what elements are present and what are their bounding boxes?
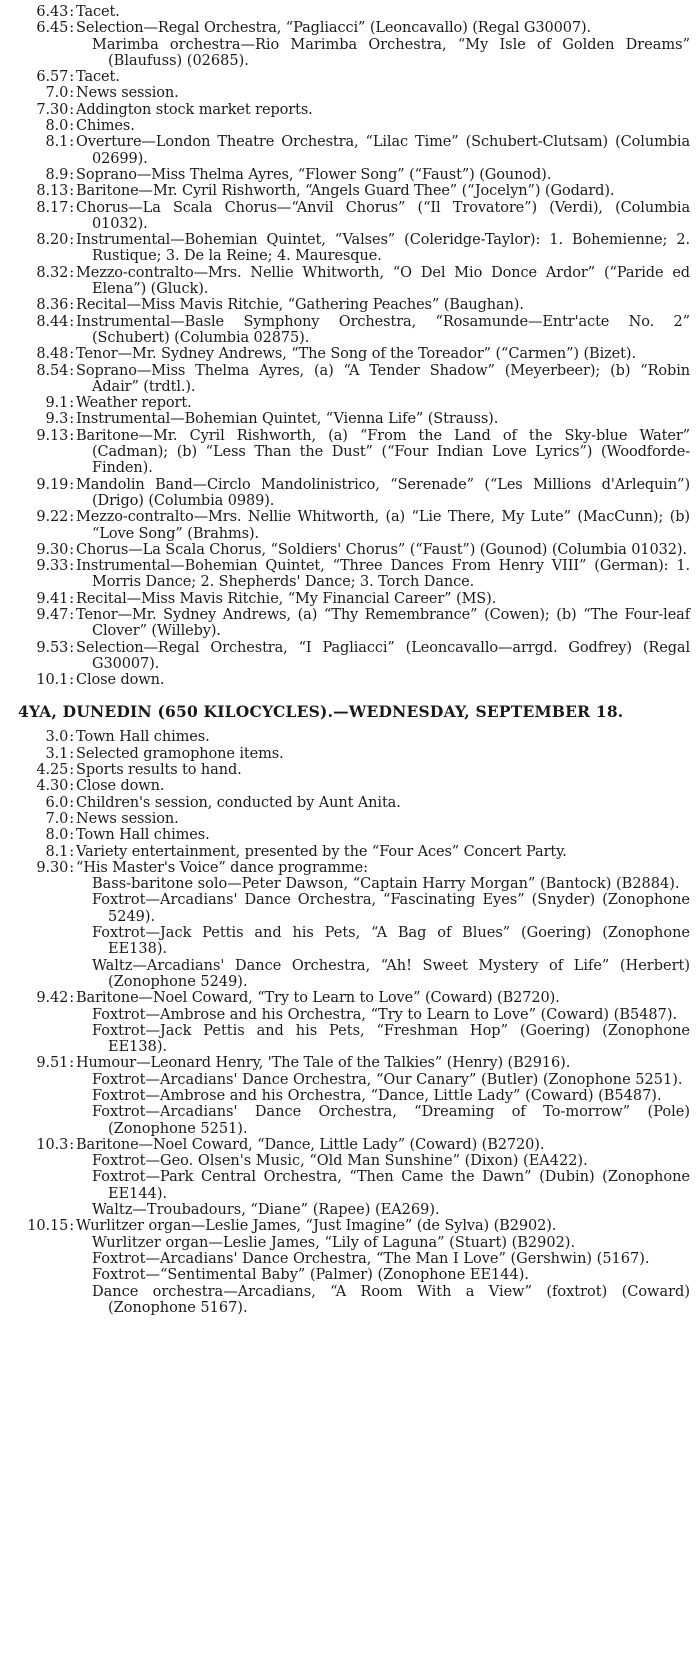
entry-time: 8.0 : xyxy=(18,827,74,843)
programme-entry xyxy=(18,477,690,510)
entry-text: Selected gramophone items. xyxy=(76,745,284,762)
entry-time: 7.0 : xyxy=(18,811,74,827)
sub-entry-text: Foxtrot—Arcadians' Dance Orchestra, “Our Canary” (Butler) (Zonophone 5251). xyxy=(92,1071,683,1088)
programme-sub-entry xyxy=(18,958,690,991)
programme-entry xyxy=(18,346,690,362)
sub-entry-text: Foxtrot—Park Central Orchestra, “Then Came the Dawn” (Dubin) (Zonophone EE144). xyxy=(92,1169,690,1202)
sub-entry-text: Foxtrot—Jack Pettis and his Pets, “A Bag of Blues” (Goering) (Zonophone EE138). xyxy=(92,925,690,958)
programme-entry xyxy=(18,297,690,313)
programme-entry xyxy=(18,746,690,762)
entry-text: Tenor—Mr. Sydney Andrews, “The Song of the Toreador” (“Carmen”) (Bizet). xyxy=(76,346,636,363)
sub-entry-text: Bass-baritone solo—Peter Dawson, “Captain Harry Morgan” (Bantock) (B2884). xyxy=(92,876,680,893)
entry-text: Instrumental—Bohemian Quintet, “Valses” (Coleridge-Taylor): 1. Bohemienne; 2. Rustique; 3. De la Reine; 4. Mauresque. xyxy=(76,232,690,265)
programme-sub-entry xyxy=(18,1235,690,1251)
programme-sub-entry xyxy=(18,1072,690,1088)
programme-entry xyxy=(18,795,690,811)
entry-time: 9.19 : xyxy=(18,477,74,493)
entry-text: Selection—Regal Orchestra, “I Pagliacci” (Leoncavallo—arrgd. Godfrey) (Regal G30007). xyxy=(76,639,690,672)
entry-text: Instrumental—Bohemian Quintet, “Three Dances From Henry VIII” (German): 1. Morris Dance; 2. Shepherds' Dance; 3. Torch Dance. xyxy=(76,558,690,591)
entry-text: Baritone—Noel Coward, “Dance, Little Lady” (Coward) (B2720). xyxy=(76,1136,545,1153)
programme-entry xyxy=(18,542,690,558)
programme-entry xyxy=(18,990,690,1006)
sub-entry-text: Dance orchestra—Arcadians, “A Room With a View” (foxtrot) (Coward) (Zonophone 5167). xyxy=(92,1283,690,1316)
entry-text: Humour—Leonard Henry, 'The Tale of the Talkies” (Henry) (B2916). xyxy=(76,1055,571,1072)
programme-entry xyxy=(18,1218,690,1234)
entry-time: 3.0 : xyxy=(18,729,74,745)
programme-entry xyxy=(18,69,690,85)
entry-time: 8.48 : xyxy=(18,346,74,362)
sub-entry-text: Foxtrot—Jack Pettis and his Pets, “Freshman Hop” (Goering) (Zonophone EE138). xyxy=(92,1022,690,1056)
programme-entry xyxy=(18,778,690,794)
entry-text: Recital—Miss Mavis Ritchie, “My Financial Career” (MS). xyxy=(76,590,497,607)
entry-text: News session. xyxy=(76,810,179,827)
sub-entry-text: Marimba orchestra—Rio Marimba Orchestra, “My Isle of Golden Dreams” (Blaufuss) (02685). xyxy=(92,36,690,69)
programme-entry xyxy=(18,232,690,265)
entry-time: 9.41 : xyxy=(18,591,74,607)
entry-time: 6.45 : xyxy=(18,20,74,36)
sub-entry-text: Foxtrot—Geo. Olsen's Music, “Old Man Sunshine” (Dixon) (EA422). xyxy=(92,1153,588,1170)
programme-entry xyxy=(18,265,690,298)
entry-text: Instrumental—Basle Symphony Orchestra, “Rosamunde—Entr'acte No. 2” (Schubert) (Columbia 02875). xyxy=(76,313,690,346)
station-heading: 4YA, DUNEDIN (650 KILOCYCLES).—WEDNESDAY, SEPTEMBER 18. xyxy=(18,702,624,722)
programme-entry xyxy=(18,411,690,427)
entry-text: Tacet. xyxy=(76,69,120,86)
programme-sub-entry xyxy=(18,1088,690,1104)
programme-sub-entry xyxy=(18,1251,690,1267)
programme-entry xyxy=(18,729,690,745)
entry-text: Chorus—La Scala Chorus—“Anvil Chorus” (“Il Trovatore”) (Verdi), (Columbia 01032). xyxy=(76,199,690,232)
entry-text: Chorus—La Scala Chorus, “Soldiers' Chorus” (“Faust”) (Gounod) (Columbia 01032). xyxy=(76,541,687,558)
sub-entry-text: Foxtrot—Ambrose and his Orchestra, “Dance, Little Lady” (Coward) (B5487). xyxy=(92,1088,662,1104)
programme-entry xyxy=(18,4,690,20)
entry-time: 6.0 : xyxy=(18,795,74,811)
programme-entry xyxy=(18,428,690,477)
entry-time: 8.1 : xyxy=(18,134,74,150)
programme-entry xyxy=(18,607,690,640)
entry-time: 8.54 : xyxy=(18,363,74,379)
entry-text: Close down. xyxy=(76,778,165,795)
entry-text: Baritone—Noel Coward, “Try to Learn to Love” (Coward) (B2720). xyxy=(76,990,560,1007)
entry-time: 10.3 : xyxy=(18,1137,74,1153)
entry-time: 9.1 : xyxy=(18,395,74,411)
entry-time: 8.0 : xyxy=(18,118,74,134)
entry-text: “His Master's Voice” dance programme: xyxy=(76,859,368,876)
entry-time: 8.32 : xyxy=(18,265,74,281)
programme-entry xyxy=(18,672,690,688)
entry-text: Chimes. xyxy=(76,118,135,135)
sub-entry-text: Waltz—Arcadians' Dance Orchestra, “Ah! Sweet Mystery of Life” (Herbert) (Zonophone 5249). xyxy=(92,957,690,990)
entry-time: 9.30 : xyxy=(18,860,74,876)
programme-sub-entry xyxy=(18,1104,690,1137)
entry-time: 10.15 : xyxy=(18,1218,74,1234)
programme-entry xyxy=(18,1137,690,1153)
entry-text: Instrumental—Bohemian Quintet, “Vienna Life” (Strauss). xyxy=(76,411,499,428)
programme-entry xyxy=(18,509,690,542)
entry-text: Sports results to hand. xyxy=(76,762,242,779)
programme-entry xyxy=(18,591,690,607)
programme-sub-entry xyxy=(18,1023,690,1056)
entry-time: 6.57 : xyxy=(18,69,74,85)
entry-text: Children's session, conducted by Aunt Anita. xyxy=(76,794,401,811)
entry-time: 9.22 : xyxy=(18,509,74,525)
programme-sub-entry xyxy=(18,876,690,892)
entry-time: 8.13 : xyxy=(18,183,74,199)
entry-time: 8.36 : xyxy=(18,297,74,313)
programme-entry xyxy=(18,118,690,134)
programme-entry xyxy=(18,762,690,778)
programme-entry xyxy=(18,102,690,118)
programme-entry xyxy=(18,314,690,347)
entry-text: Selection—Regal Orchestra, “Pagliacci” (Leoncavallo) (Regal G30007). xyxy=(76,20,592,37)
sub-entry-text: Wurlitzer organ—Leslie James, “Lily of Laguna” (Stuart) (B2902). xyxy=(92,1234,576,1251)
entry-text: Weather report. xyxy=(76,395,192,412)
entry-text: Addington stock market reports. xyxy=(76,101,313,118)
programme-entry xyxy=(18,200,690,233)
sub-entry-text: Foxtrot—Ambrose and his Orchestra, “Try to Learn to Love” (Coward) (B5487). xyxy=(92,1006,678,1023)
programme-entry xyxy=(18,183,690,199)
programme-entry xyxy=(18,558,690,591)
entry-text: News session. xyxy=(76,85,179,102)
programme-sub-entry xyxy=(18,1169,690,1202)
entry-text: Mezzo-contralto—Mrs. Nellie Whitworth, (a) “Lie There, My Lute” (MacCunn); (b) “Love Song” (Brahms). xyxy=(76,509,690,542)
programme-sub-entry xyxy=(18,925,690,958)
entry-time: 9.53 : xyxy=(18,640,74,656)
entry-time: 10.1 : xyxy=(18,672,74,688)
programme-sub-entry xyxy=(18,1202,690,1218)
entry-text: Wurlitzer organ—Leslie James, “Just Imagine” (de Sylva) (B2902). xyxy=(76,1218,557,1235)
entry-time: 9.3 : xyxy=(18,411,74,427)
entry-text: Close down. xyxy=(76,672,165,689)
programme-entry xyxy=(18,844,690,860)
entry-text: Baritone—Mr. Cyril Rishworth, (a) “From the Land of the Sky-blue Water” (Cadman); (b) “Less Than the Dust” (“Four Indian Love Lyrics”) (Woodforde-Finden). xyxy=(76,427,690,477)
entry-text: Mezzo-contralto—Mrs. Nellie Whitworth, “O Del Mio Donce Ardor” (“Paride ed Elena”) (Gluck). xyxy=(76,264,690,298)
sub-entry-text: Foxtrot—“Sentimental Baby” (Palmer) (Zonophone EE144). xyxy=(92,1267,529,1284)
entry-text: Soprano—Miss Thelma Ayres, (a) “A Tender Shadow” (Meyerbeer); (b) “Robin Adair” (trdtl.). xyxy=(76,362,690,395)
entry-time: 9.47 : xyxy=(18,607,74,623)
entry-time: 9.30 : xyxy=(18,542,74,558)
programme-entry xyxy=(18,860,690,876)
sub-entry-text: Waltz—Troubadours, “Diane” (Rapee) (EA269). xyxy=(92,1202,440,1219)
programme-entry xyxy=(18,827,690,843)
programme-entry xyxy=(18,811,690,827)
entry-time: 9.13 : xyxy=(18,428,74,444)
entry-time: 6.43 : xyxy=(18,4,74,20)
sub-entry-text: Foxtrot—Arcadians' Dance Orchestra, “Dreaming of To-morrow” (Pole) (Zonophone 5251). xyxy=(92,1104,690,1137)
newspaper-page xyxy=(0,4,690,1674)
programme-entry xyxy=(18,134,690,167)
entry-time: 7.0 : xyxy=(18,85,74,101)
entry-time: 3.1 : xyxy=(18,746,74,762)
programme-entry xyxy=(18,1055,690,1071)
programme-sub-entry xyxy=(18,1267,690,1283)
entry-time: 8.1 : xyxy=(18,844,74,860)
entry-time: 9.42 : xyxy=(18,990,74,1006)
entry-text: Variety entertainment, presented by the “Four Aces” Concert Party. xyxy=(76,843,567,860)
entry-text: Town Hall chimes. xyxy=(76,729,210,746)
programme-entry xyxy=(18,20,690,36)
entry-time: 8.20 : xyxy=(18,232,74,248)
entry-time: 8.44 : xyxy=(18,314,74,330)
programme-entry xyxy=(18,363,690,396)
entry-time: 8.9 : xyxy=(18,167,74,183)
sub-entry-text: Foxtrot—Arcadians' Dance Orchestra, “The Man I Love” (Gershwin) (5167). xyxy=(92,1250,650,1267)
entry-text: Overture—London Theatre Orchestra, “Lilac Time” (Schubert-Clutsam) (Columbia 02699). xyxy=(76,134,690,167)
sub-entry-text: Foxtrot—Arcadians' Dance Orchestra, “Fascinating Eyes” (Snyder) (Zonophone 5249). xyxy=(92,892,690,925)
programme-entry xyxy=(18,85,690,101)
programme-sub-entry xyxy=(18,1284,690,1317)
entry-time: 8.17 : xyxy=(18,200,74,216)
entry-text: Tacet. xyxy=(76,4,120,20)
programme-sub-entry xyxy=(18,892,690,925)
programme-sub-entry xyxy=(18,37,690,70)
programme-entry xyxy=(18,640,690,673)
entry-text: Town Hall chimes. xyxy=(76,827,210,844)
programme-section-4ya xyxy=(18,729,690,1316)
entry-text: Soprano—Miss Thelma Ayres, “Flower Song” (“Faust”) (Gounod). xyxy=(76,166,552,183)
entry-time: 7.30 : xyxy=(18,102,74,118)
entry-time: 9.51 : xyxy=(18,1055,74,1071)
programme-sub-entry xyxy=(18,1153,690,1169)
entry-time: 4.30 : xyxy=(18,778,74,794)
entry-text: Recital—Miss Mavis Ritchie, “Gathering Peaches” (Baughan). xyxy=(76,297,524,314)
entry-time: 9.33 : xyxy=(18,558,74,574)
entry-text: Mandolin Band—Circlo Mandolinistrico, “Serenade” (“Les Millions d'Arlequin”) (Drigo) (Columbia 0989). xyxy=(76,476,690,509)
programme-entry xyxy=(18,395,690,411)
programme-section-continued xyxy=(18,4,690,688)
entry-text: Tenor—Mr. Sydney Andrews, (a) “Thy Remembrance” (Cowen); (b) “The Four-leaf Clover” (Willeby). xyxy=(76,606,690,640)
entry-text: Baritone—Mr. Cyril Rishworth, “Angels Guard Thee” (“Jocelyn”) (Godard). xyxy=(76,183,615,200)
entry-time: 4.25 : xyxy=(18,762,74,778)
programme-entry xyxy=(18,167,690,183)
programme-sub-entry xyxy=(18,1007,690,1023)
